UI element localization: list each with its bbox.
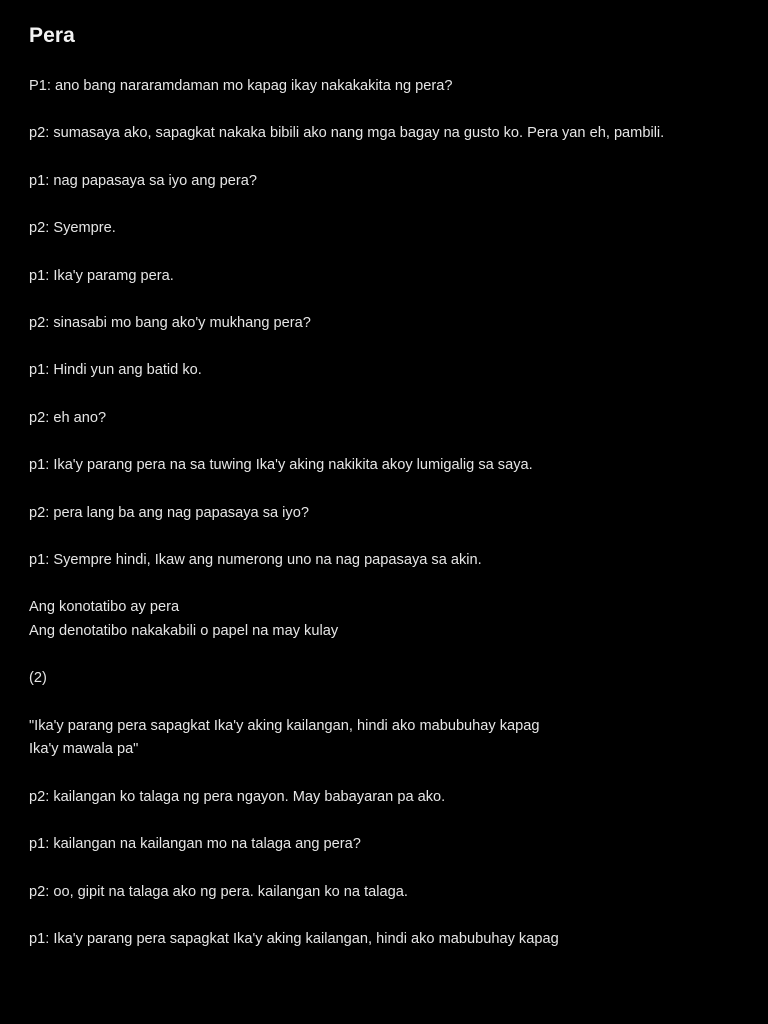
blank-line — [29, 146, 739, 170]
blank-line — [29, 762, 739, 786]
note-line: p2: sinasabi mo bang ako'y mukhang pera? — [29, 314, 311, 331]
blank-line — [29, 99, 739, 123]
note-line: p1: nag papasaya sa iyo ang pera? — [29, 172, 257, 189]
blank-line — [29, 904, 739, 928]
blank-line — [29, 573, 739, 597]
note-line: p1: Hindi yun ang batid ko. — [29, 362, 202, 379]
blank-line — [29, 478, 739, 502]
note-line: p1: Ika'y parang pera na sa tuwing Ika'y aking nakikita akoy lumigalig sa saya. — [29, 457, 533, 474]
blank-line — [29, 691, 739, 715]
note-line: p1: Ika'y paramg pera. — [29, 267, 174, 284]
blank-line — [29, 430, 739, 454]
note-line: P1: ano bang nararamdaman mo kapag ikay nakakakita ng pera? — [29, 78, 453, 94]
note-line: p1: Syempre hindi, Ikaw ang numerong uno na nag papasaya sa akin. — [29, 551, 482, 568]
blank-line — [29, 288, 739, 312]
note-line: Ang denotatibo nakakabili o papel na may kulay — [29, 623, 339, 639]
note-line: p2: sumasaya ako, sapagkat nakaka bibili ako nang mga bagay na gusto ko. Pera yan eh, pambili. — [29, 125, 665, 142]
note-line: p2: eh ano? — [29, 409, 107, 426]
note-body[interactable] — [29, 75, 739, 952]
note-line: p2: Syempre. — [29, 220, 116, 237]
note-line: p2: pera lang ba ang nag papasaya sa iyo? — [29, 504, 309, 521]
note-line: p1: Ika'y parang pera sapagkat Ika'y aking kailangan, hindi ako mabubuhay kapag — [29, 931, 559, 948]
note-line: p2: kailangan ko talaga ng pera ngayon. May babayaran pa ako. — [29, 788, 446, 805]
note-line: p2: oo, gipit na talaga ako ng pera. kailangan ko na talaga. — [29, 883, 408, 900]
blank-line — [29, 383, 739, 407]
quote-line: "Ika'y parang pera sapagkat Ika'y aking kailangan, hindi ako mabubuhay kapag — [29, 717, 540, 734]
blank-line — [29, 193, 739, 217]
note-title: Pera — [29, 24, 75, 47]
section-number: (2) — [29, 670, 47, 687]
quote-line: Ika'y mawala pa" — [29, 741, 139, 758]
note-line: p1: kailangan na kailangan mo na talaga ang pera? — [29, 836, 361, 853]
blank-line — [29, 810, 739, 834]
note-line: Ang konotatibo ay pera — [29, 599, 180, 616]
blank-line — [29, 644, 739, 668]
blank-line — [29, 525, 739, 549]
blank-line — [29, 857, 739, 881]
blank-line — [29, 241, 739, 265]
blank-line — [29, 336, 739, 360]
